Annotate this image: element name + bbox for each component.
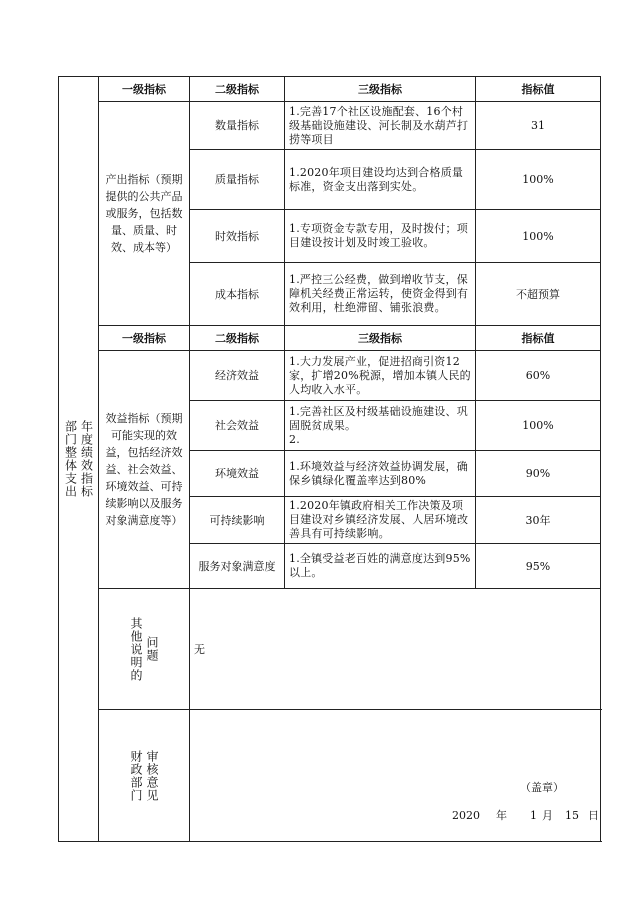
level3-cell: 1.2020年镇政府相关工作决策及项目建设对乡镇经济发展、人居环境改善具有可持续影响。	[285, 497, 476, 544]
side-label-other-col1: 其他说明的	[129, 616, 143, 682]
date-year: 2020	[452, 809, 480, 822]
header-level3: 三级指标	[285, 326, 476, 351]
level2-cell: 环境效益	[190, 451, 285, 497]
review-content	[190, 710, 601, 842]
level2-cell: 可持续影响	[190, 497, 285, 544]
seal-label: （盖章）	[520, 781, 564, 794]
level3-cell: 1.完善17个社区设施配套、16个村级基础设施建设、河长制及水葫芦打捞等项目	[285, 102, 476, 150]
level2-cell: 社会效益	[190, 401, 285, 451]
review-row	[59, 710, 601, 842]
output-indicator-label: 产出指标（预期提供的公共产品或服务，包括数量、质量、时效、成本等）	[99, 102, 190, 326]
level2-cell: 时效指标	[190, 210, 285, 263]
level3-line: 1.完善社区及村级基础设施建设、巩固脱贫成果。	[289, 404, 468, 432]
value-cell: 100%	[476, 150, 601, 210]
header-level1: 一级指标	[99, 77, 190, 102]
level3-cell: 1.环境效益与经济效益协调发展，确保乡镇绿化覆盖率达到80%	[285, 451, 476, 497]
date-year-label: 年	[496, 809, 507, 822]
value-cell: 100%	[476, 210, 601, 263]
other-notes-row	[59, 589, 601, 710]
header-value: 指标值	[476, 77, 601, 102]
performance-table	[58, 76, 601, 842]
level3-line: 2.	[289, 432, 300, 446]
date-day-label: 日	[588, 809, 599, 822]
level2-cell: 服务对象满意度	[190, 544, 285, 589]
header-level2: 二级指标	[190, 326, 285, 351]
level2-cell: 数量指标	[190, 102, 285, 150]
table-row	[59, 102, 601, 150]
side-label-review-col1: 财政部门	[129, 749, 143, 802]
side-label-review-col2: 审核意见	[145, 749, 159, 802]
header-level1: 一级指标	[99, 326, 190, 351]
side-label-other	[99, 589, 190, 710]
date-month: 1	[530, 809, 537, 822]
header-level3: 三级指标	[285, 77, 476, 102]
header-level2: 二级指标	[190, 77, 285, 102]
side-label-performance	[59, 77, 99, 842]
level3-cell	[285, 401, 476, 451]
side-label-performance-col1: 部门整体支出	[63, 420, 78, 498]
value-cell: 90%	[476, 451, 601, 497]
level3-cell: 1.全镇受益老百姓的满意度达到95%以上。	[285, 544, 476, 589]
side-label-other-col2: 问题	[145, 636, 159, 662]
date-month-label: 月	[542, 809, 553, 822]
value-cell: 31	[476, 102, 601, 150]
side-label-review	[99, 710, 190, 842]
level2-cell: 质量指标	[190, 150, 285, 210]
value-cell: 100%	[476, 401, 601, 451]
header-value: 指标值	[476, 326, 601, 351]
table-row	[59, 351, 601, 401]
benefit-indicator-label: 效益指标（预期可能实现的效益，包括经济效益、社会效益、环境效益、可持续影响以及服务对象满意度等）	[99, 351, 190, 589]
date-day: 15	[565, 809, 579, 822]
value-cell: 30年	[476, 497, 601, 544]
value-cell: 不超预算	[476, 263, 601, 326]
level3-cell: 1.大力发展产业，促进招商引资12家，扩增20%税源，增加本镇人民的人均收入水平。	[285, 351, 476, 401]
level3-cell: 1.专项资金专款专用，及时拨付；项目建设按计划及时竣工验收。	[285, 210, 476, 263]
other-notes-text: 无	[190, 589, 601, 710]
value-cell: 95%	[476, 544, 601, 589]
value-cell: 60%	[476, 351, 601, 401]
side-label-performance-col2: 年度绩效指标	[79, 420, 94, 498]
level2-cell: 经济效益	[190, 351, 285, 401]
level3-cell: 1.2020年项目建设均达到合格质量标准，资金支出落到实处。	[285, 150, 476, 210]
level3-cell: 1.严控三公经费，做到增收节支，保障机关经费正常运转，使资金得到有效利用，杜绝滞留、铺张浪费。	[285, 263, 476, 326]
level2-cell: 成本指标	[190, 263, 285, 326]
